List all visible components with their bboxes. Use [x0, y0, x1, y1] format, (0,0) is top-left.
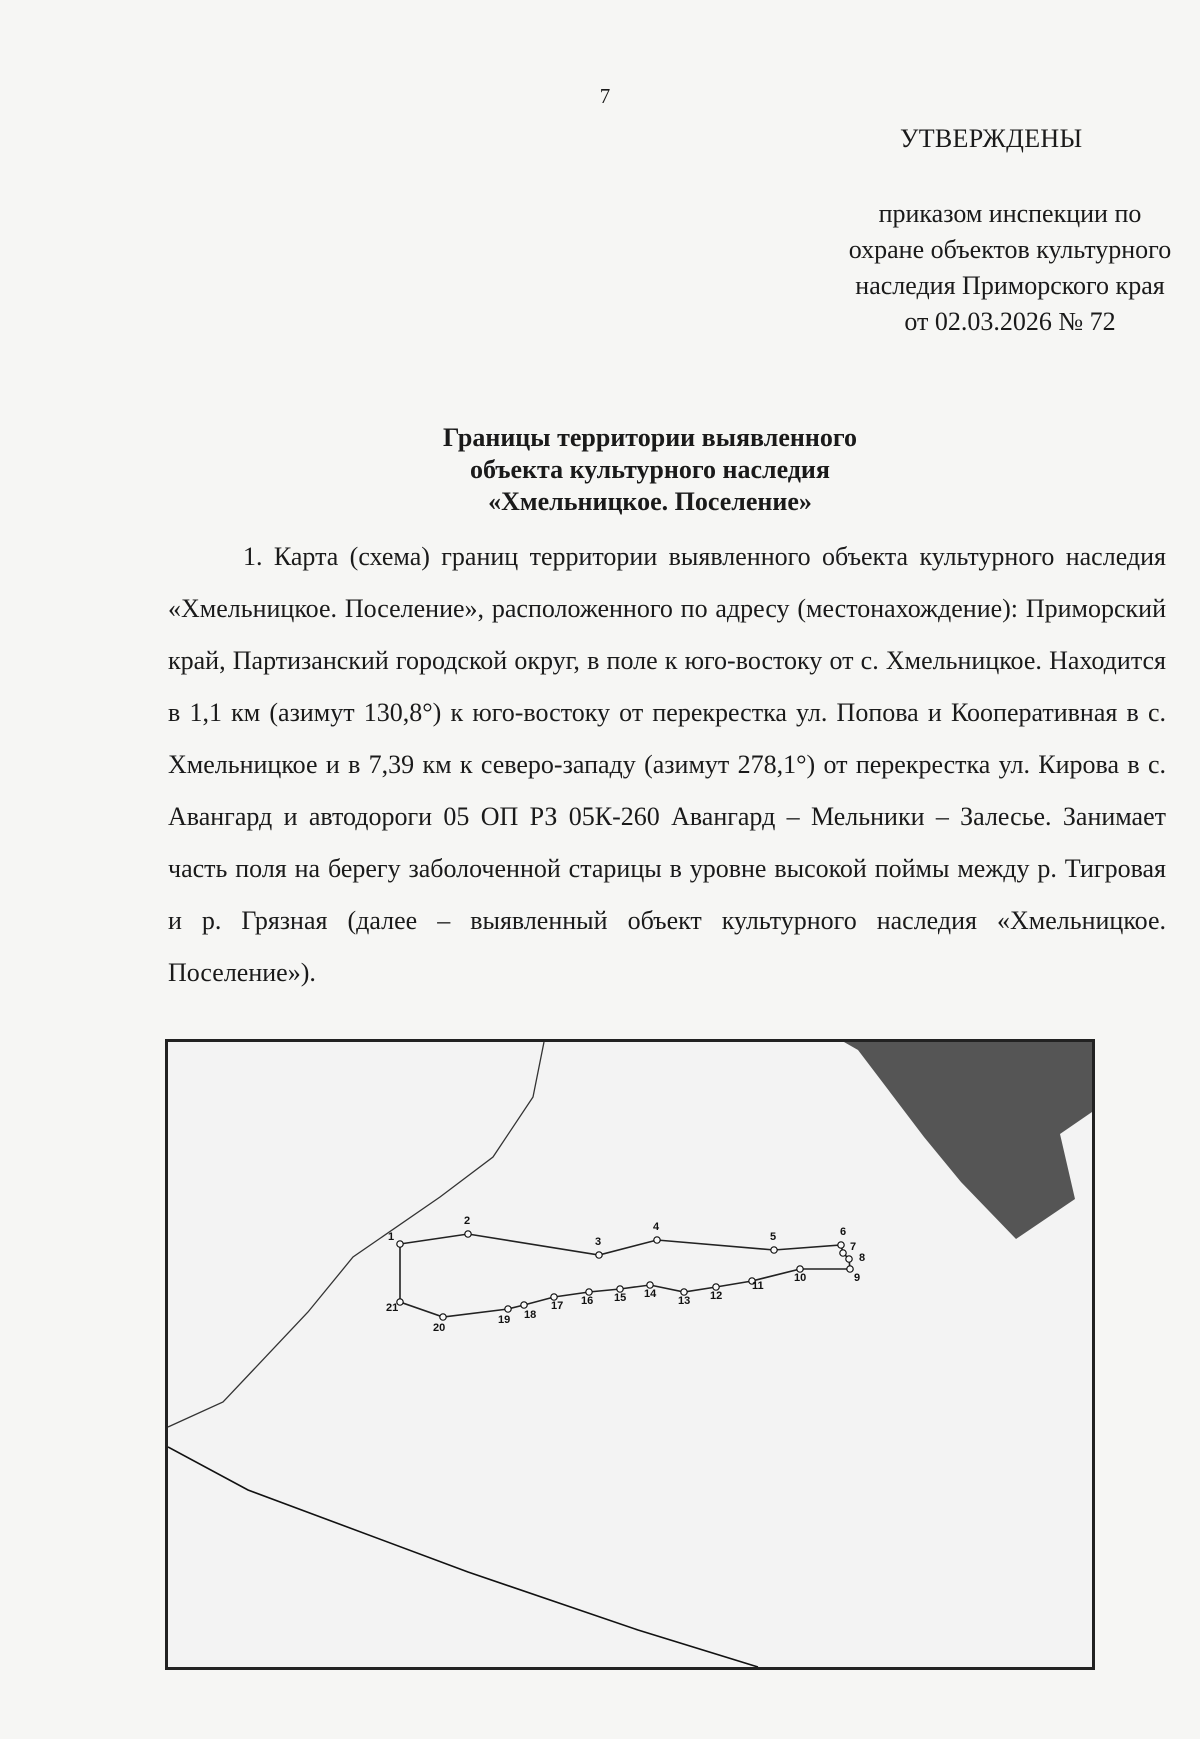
- boundary-point-label: 19: [498, 1314, 511, 1326]
- boundary-point-marker: [847, 1266, 853, 1272]
- boundary-point-marker: [505, 1306, 511, 1312]
- boundary-point-label: 1: [388, 1231, 395, 1243]
- approval-heading: УТВЕРЖДЕНЫ: [900, 124, 1083, 153]
- boundary-point-label: 9: [854, 1272, 861, 1284]
- site-boundary: [386, 1215, 865, 1334]
- boundary-outline: [400, 1234, 850, 1317]
- road-line: [168, 1447, 758, 1667]
- boundary-point-marker: [838, 1242, 844, 1248]
- document-title: [0, 422, 1200, 518]
- boundary-point-label: 5: [770, 1231, 777, 1243]
- boundary-point-label: 2: [464, 1215, 471, 1227]
- boundary-point-label: 12: [710, 1290, 723, 1302]
- approval-line: от 02.03.2026 № 72: [904, 307, 1116, 336]
- boundary-point-label: 13: [678, 1295, 691, 1307]
- boundary-point-label: 15: [614, 1292, 627, 1304]
- boundary-point-label: 18: [524, 1309, 537, 1321]
- boundary-point-marker: [846, 1256, 852, 1262]
- boundary-point-label: 21: [386, 1302, 399, 1314]
- boundary-point-label: 11: [752, 1280, 764, 1292]
- boundary-point-label: 10: [794, 1272, 807, 1284]
- title-line: Границы территории выявленного: [442, 423, 858, 452]
- boundary-point-marker: [465, 1231, 471, 1237]
- approval-line: приказом инспекции по: [878, 199, 1142, 228]
- river-line: [168, 1042, 544, 1427]
- boundary-point-marker: [771, 1247, 777, 1253]
- boundary-point-marker: [840, 1250, 846, 1256]
- approval-line: наследия Приморского края: [855, 271, 1165, 300]
- boundary-point-label: 20: [433, 1322, 446, 1334]
- boundary-point-marker: [654, 1237, 660, 1243]
- boundary-point-marker: [596, 1252, 602, 1258]
- dark-area: [844, 1042, 1092, 1239]
- boundary-point-label: 14: [644, 1288, 657, 1300]
- approval-order: [800, 196, 1200, 340]
- boundary-point-marker: [440, 1314, 446, 1320]
- boundary-point-label: 7: [850, 1241, 857, 1253]
- title-line: «Хмельницкое. Поселение»: [488, 487, 812, 516]
- boundary-point-label: 4: [653, 1221, 660, 1233]
- boundary-point-marker: [521, 1302, 527, 1308]
- boundary-point-label: 3: [595, 1236, 602, 1248]
- title-line: объекта культурного наследия: [470, 455, 830, 484]
- map-canvas: [168, 1042, 1092, 1667]
- boundary-point-label: 17: [551, 1300, 564, 1312]
- boundary-point-label: 8: [859, 1252, 866, 1264]
- page-number: 7: [599, 84, 611, 108]
- approval-line: охране объектов культурного: [848, 235, 1172, 264]
- boundary-point-marker: [397, 1241, 403, 1247]
- boundary-map: [165, 1039, 1095, 1670]
- boundary-point-label: 16: [581, 1295, 594, 1307]
- boundary-point-label: 6: [840, 1226, 847, 1238]
- description-paragraph: 1. Карта (схема) границ территории выявленного объекта культурного наследия «Хмельницкое. Поселение», расположенного по адресу (местонахождение): Приморский край, Партизанский городской округ, в поле к юго-востоку от с. Хмельницкое. Находится в 1,1 км (азимут 130,8°) к юго-востоку от перекрестка ул. Попова и Кооперативная в с. Хмельницкое и в 7,39 км к северо-западу (азимут 278,1°) от перекрестка ул. Кирова в с. Авангард и автодороги 05 ОП РЗ 05К-260 Авангард – Мельники – Залесье. Занимает часть поля на берегу заболоченной старицы в уровне высокой поймы между р. Тигровая и р. Грязная (далее – выявленный объект культурного наследия «Хмельницкое. Поселение»).: [168, 542, 1166, 987]
